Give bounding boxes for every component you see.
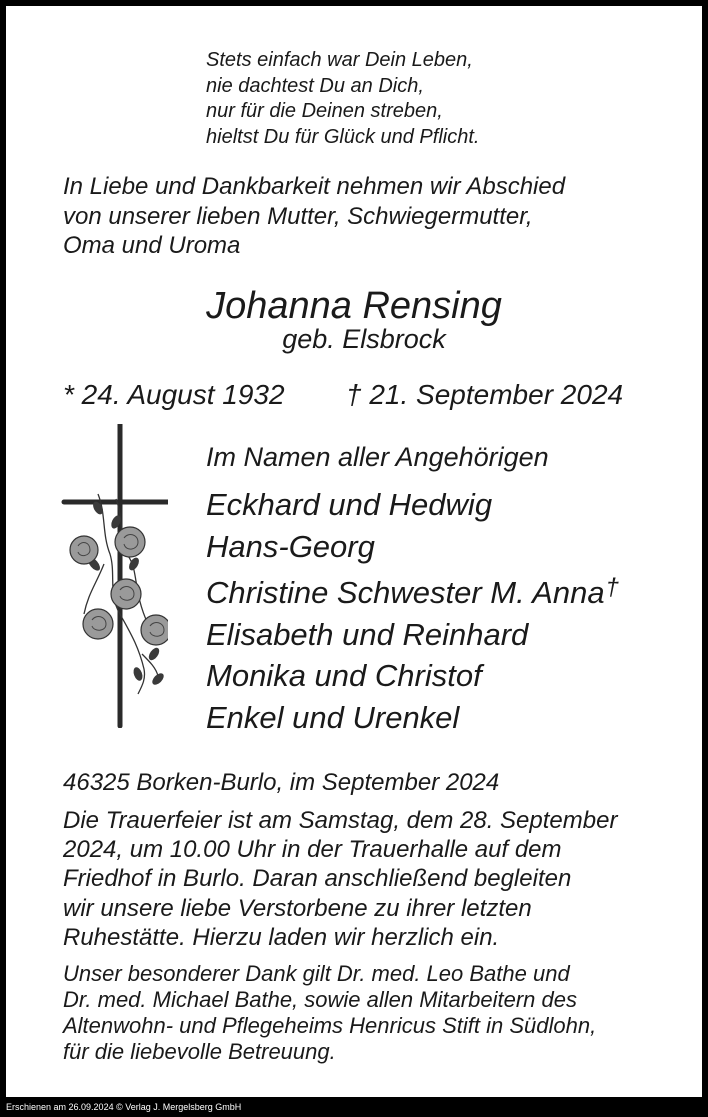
ceremony-line: Friedhof in Burlo. Daran anschließend begleiten <box>63 865 572 893</box>
ceremony-line: wir unsere liebe Verstorbene zu ihrer letzten <box>63 894 532 922</box>
place-and-date: 46325 Borken-Burlo, im September 2024 <box>63 769 500 796</box>
intro-line: In Liebe und Dankbarkeit nehmen wir Abschied <box>63 173 566 200</box>
obituary-notice <box>6 6 702 1097</box>
funeral-ceremony-text <box>63 806 617 952</box>
cross-with-roses-icon <box>58 424 168 728</box>
publication-footer: Erschienen am 26.09.2024 © Verlag J. Mergelsberg GmbH <box>6 1102 242 1112</box>
intro-text <box>63 172 565 261</box>
ceremony-line: Die Trauerfeier ist am Samstag, dem 28. September <box>63 807 618 834</box>
poem-line: nur für die Deinen streben, <box>206 100 443 122</box>
mourner-name: Hans-Georg <box>206 528 375 564</box>
thanks-text <box>63 961 596 1065</box>
mourner-entry <box>206 567 619 614</box>
deceased-name: Johanna Rensing <box>206 285 502 327</box>
mourner-name: Eckhard und Hedwig <box>206 487 493 522</box>
poem-line: hieltst Du für Glück und Pflicht. <box>206 125 480 148</box>
poem <box>206 48 479 150</box>
mourner-name: Elisabeth und Reinhard <box>206 616 529 652</box>
intro-line: von unserer lieben Mutter, Schwiegermutter, <box>63 202 533 230</box>
mourner-name: Monika und Christof <box>206 658 482 693</box>
mourner-name: Enkel und Urenkel <box>206 699 460 735</box>
birth-date: * 24. August 1932 <box>63 379 285 410</box>
poem-line: nie dachtest Du an Dich, <box>206 74 424 97</box>
poem-line: Stets einfach war Dein Leben, <box>206 49 473 71</box>
maiden-name: geb. Elsbrock <box>282 324 446 354</box>
ceremony-line: Ruhestätte. Hierzu laden wir herzlich ein. <box>63 923 500 951</box>
mourner-name: Christine Schwester M. Anna <box>206 575 605 610</box>
mourners-list <box>206 484 619 738</box>
deceased-dagger-icon: † <box>605 574 619 601</box>
thanks-line: Altenwohn- und Pflegeheims Henricus Stift in Südlohn, <box>63 1013 597 1038</box>
thanks-line: für die liebevolle Betreuung. <box>63 1039 336 1064</box>
death-date: † 21. September 2024 <box>346 379 624 410</box>
thanks-line: Dr. med. Michael Bathe, sowie allen Mitarbeitern des <box>63 987 577 1012</box>
intro-line: Oma und Uroma <box>63 232 241 259</box>
ceremony-line: 2024, um 10.00 Uhr in der Trauerhalle auf dem <box>63 836 562 864</box>
mourners-heading: Im Namen aller Angehörigen <box>206 442 549 472</box>
thanks-line: Unser besonderer Dank gilt Dr. med. Leo Bathe und <box>63 961 570 986</box>
